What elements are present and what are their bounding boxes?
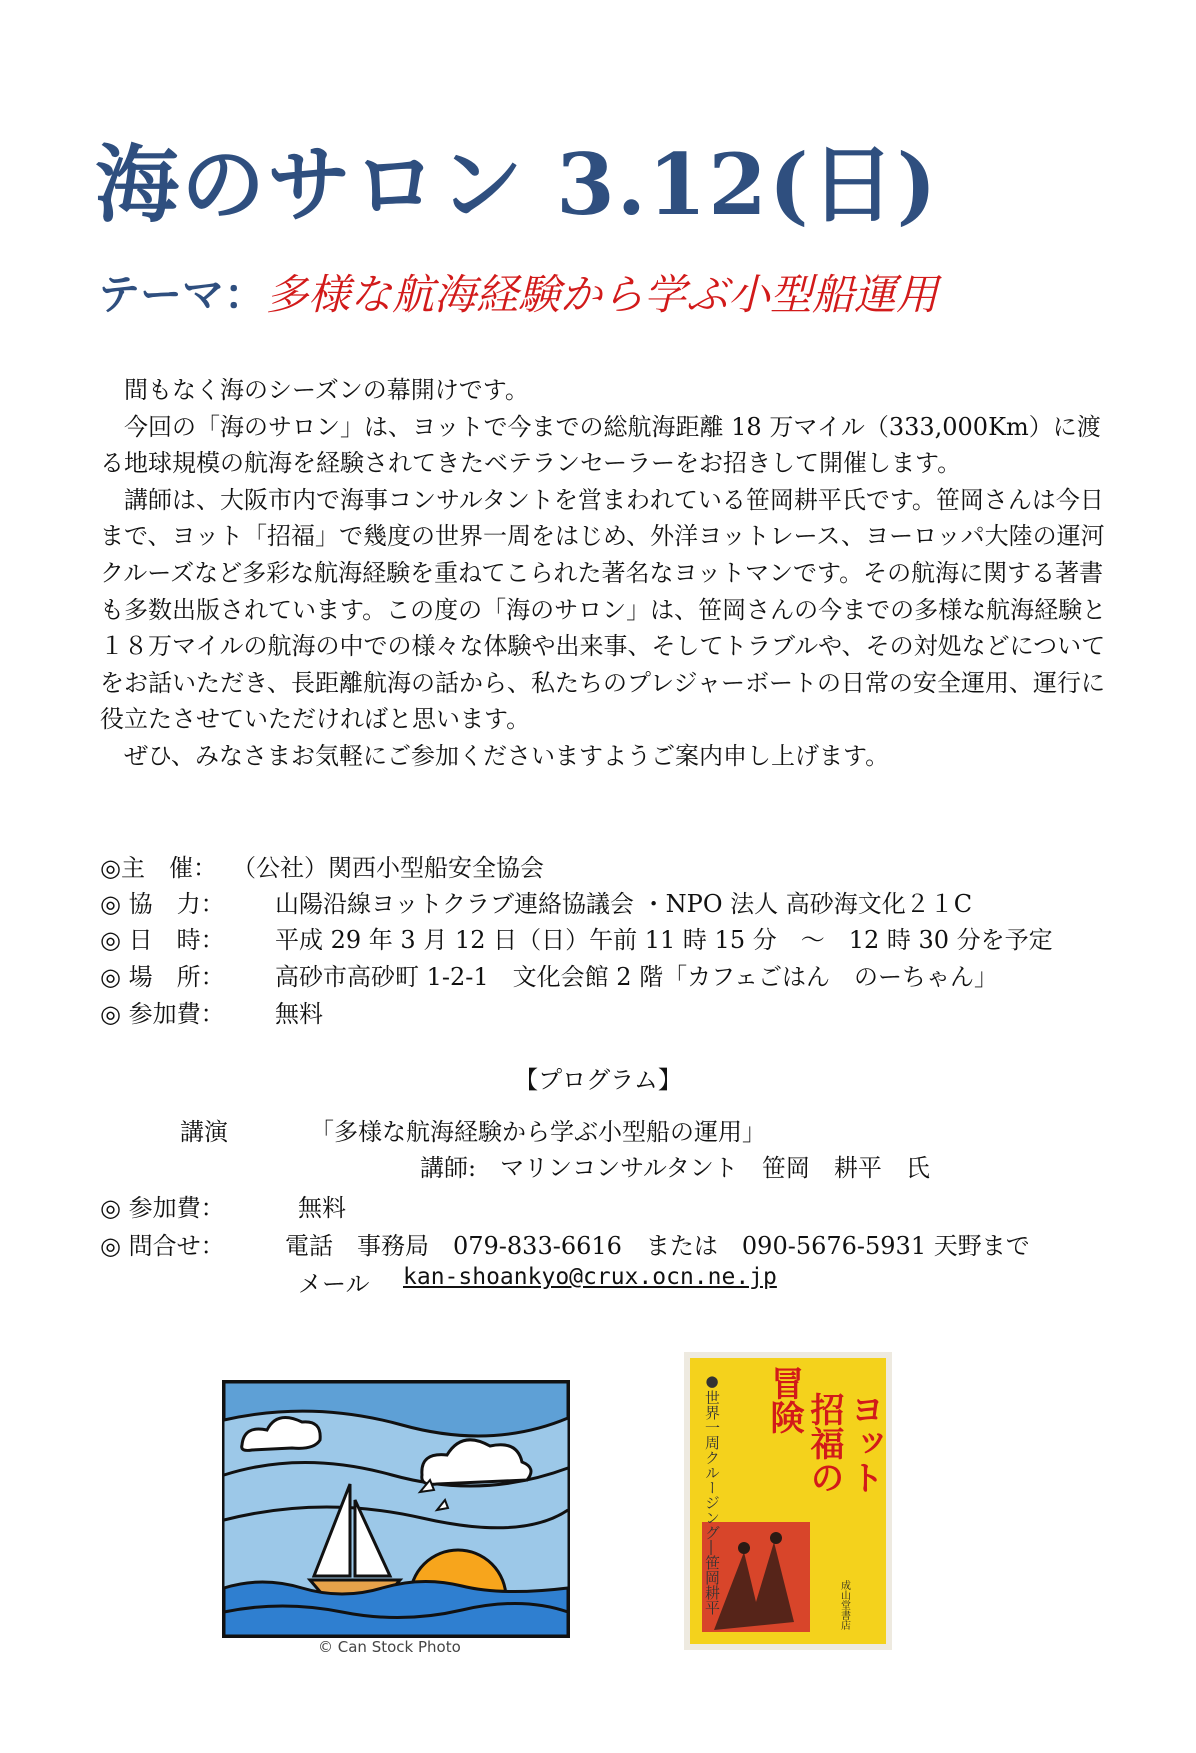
place-label: ◎ 場 所：	[100, 963, 225, 991]
intro-paragraph: ぜひ、みなさまお気軽にご参加くださいますようご案内申し上げます。	[124, 741, 890, 770]
page-title: 海のサロン 3.12(日)	[95, 135, 939, 234]
program-heading: 【プログラム】	[514, 1066, 682, 1094]
book-publisher: 成山堂書店	[838, 1580, 850, 1630]
place-value: 高砂市高砂町 1-2-1 文化会館 2 階「カフェごはん のーちゃん」	[275, 963, 998, 991]
theme-line	[98, 262, 938, 322]
program-fee-value: 無料	[298, 1194, 346, 1222]
book-title-1: ヨット	[844, 1392, 884, 1494]
fee-label: ◎ 参加費：	[100, 1000, 225, 1028]
program-fee-label: ◎ 参加費：	[100, 1194, 225, 1222]
intro-paragraph: 今回の「海のサロン」は、ヨットで今までの総航海距離 18 万マイル（333,000Km）に渡る地球規模の航海を経験されてきたベテランセーラーをお招きして開催します。	[100, 412, 1101, 478]
illustration-credit: © Can Stock Photo	[318, 1638, 461, 1656]
theme-text: 多様な航海経験から学ぶ小型船運用	[266, 270, 939, 319]
date-label: ◎ 日 時：	[100, 926, 225, 954]
intro-paragraph: 講師は、大阪市内で海事コンサルタントを営まわれている笹岡耕平氏です。笹岡さんは今日まで、ヨット「招福」で幾度の世界一周をはじめ、外洋ヨットレース、ヨーロッパ大陸の運河クルーズなど多彩な航海経験を重ねてこられた著名なヨットマンです。その航海に関する著書も多数出版されています。この度の「海のサロン」は、笹岡さんの今までの多様な航海経験と１８万マイルの航海の中での様々な体験や出来事、そしてトラブルや、その対処などについてをお話いただき、長距離航海の話から、私たちのプレジャーボートの日常の安全運用、運行に役立たさせていただければと思います。	[100, 485, 1107, 734]
mail-label: メール	[298, 1270, 370, 1298]
book-title-2: 招福の	[804, 1392, 844, 1494]
organizer-value: （公社）関西小型船安全協会	[232, 854, 544, 882]
contact-phone: 電話 事務局 079-833-6616 または 090-5676-5931 天野まで	[285, 1232, 1030, 1260]
contact-label: ◎ 問合せ：	[100, 1232, 225, 1260]
organizer-label: ◎主 催：	[100, 854, 217, 882]
book-subtitle: ●世界一周クルージング―笹岡耕平	[703, 1372, 721, 1615]
intro-paragraph: 間もなく海のシーズンの幕開けです。	[124, 376, 529, 404]
book-cover	[684, 1352, 892, 1650]
mail-link[interactable]: kan-shoankyo@crux.ocn.ne.jp	[403, 1264, 777, 1290]
sailboat-illustration	[222, 1380, 570, 1638]
lecturer: 講師: マリンコンサルタント 笹岡 耕平 氏	[420, 1154, 930, 1182]
cooperation-value: 山陽沿線ヨットクラブ連絡協議会 ・NPO 法人 高砂海文化２１C	[275, 890, 973, 918]
cooperation-label: ◎ 協 力：	[100, 890, 225, 918]
lecture-label: 講演	[180, 1118, 228, 1146]
intro-text	[100, 372, 1110, 775]
lecture-title: 「多様な航海経験から学ぶ小型船の運用」	[310, 1118, 766, 1146]
theme-label: テーマ：	[98, 270, 267, 319]
date-value: 平成 29 年 3 月 12 日（日）午前 11 時 15 分 ～ 12 時 30 分を予定	[275, 926, 1053, 954]
fee-value: 無料	[275, 1000, 323, 1028]
book-title-3: 冒険	[764, 1366, 804, 1434]
